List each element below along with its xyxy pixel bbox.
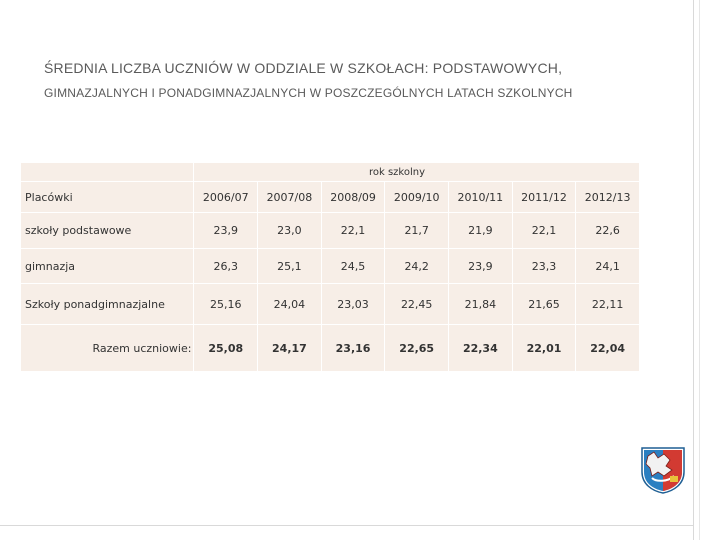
row-header-label: Placówki — [21, 182, 193, 212]
table-row — [21, 284, 639, 324]
table-cell: 21,65 — [513, 284, 576, 324]
coat-of-arms-icon — [640, 446, 686, 494]
total-cell: 23,16 — [322, 325, 385, 371]
table-cell: 22,45 — [385, 284, 448, 324]
year-header: 2006/07 — [194, 182, 257, 212]
year-header: 2010/11 — [449, 182, 512, 212]
table-cell: 22,6 — [576, 213, 639, 248]
year-header: 2009/10 — [385, 182, 448, 212]
total-cell: 22,04 — [576, 325, 639, 371]
slide-title-line-1: ŚREDNIA LICZBA UCZNIÓW W ODDZIALE W SZKOŁACH: PODSTAWOWYCH, — [44, 60, 563, 76]
table-cell: 24,5 — [322, 249, 385, 283]
class-size-table — [20, 162, 640, 372]
table-cell: 21,84 — [449, 284, 512, 324]
total-cell: 22,01 — [513, 325, 576, 371]
slide-title-line-2: GIMNAZJALNYCH I PONADGIMNAZJALNYCH W POSZCZEGÓLNYCH LATACH SZKOLNYCH — [44, 86, 573, 100]
table-cell: 25,16 — [194, 284, 257, 324]
table-corner-cell — [21, 163, 193, 181]
school-year-group-header: rok szkolny — [194, 163, 639, 181]
year-header: 2007/08 — [258, 182, 321, 212]
table-cell: 23,0 — [258, 213, 321, 248]
year-header: 2011/12 — [513, 182, 576, 212]
table-cell: 22,11 — [576, 284, 639, 324]
table-cell: 24,2 — [385, 249, 448, 283]
row-label: szkoły podstawowe — [21, 213, 193, 248]
slide-title — [44, 58, 684, 102]
table-cell: 21,9 — [449, 213, 512, 248]
decorative-rule-vertical-secondary — [699, 0, 700, 540]
table-cell: 24,1 — [576, 249, 639, 283]
total-cell: 25,08 — [194, 325, 257, 371]
total-cell: 24,17 — [258, 325, 321, 371]
table-cell: 23,03 — [322, 284, 385, 324]
table-cell: 24,04 — [258, 284, 321, 324]
table-cell: 21,7 — [385, 213, 448, 248]
table-cell: 22,1 — [322, 213, 385, 248]
table-cell: 23,9 — [449, 249, 512, 283]
total-cell: 22,65 — [385, 325, 448, 371]
year-header: 2008/09 — [322, 182, 385, 212]
year-header: 2012/13 — [576, 182, 639, 212]
table-row — [21, 249, 639, 283]
row-label: gimnazja — [21, 249, 193, 283]
decorative-rule-horizontal — [0, 525, 694, 526]
table-group-header-row — [21, 163, 639, 181]
table-cell: 26,3 — [194, 249, 257, 283]
table-cell: 25,1 — [258, 249, 321, 283]
table-cell: 23,3 — [513, 249, 576, 283]
total-row-label: Razem uczniowie: — [21, 325, 193, 371]
table-total-row — [21, 325, 639, 371]
table-row — [21, 213, 639, 248]
total-cell: 22,34 — [449, 325, 512, 371]
decorative-rule-vertical — [693, 0, 694, 540]
table-cell: 22,1 — [513, 213, 576, 248]
row-label: Szkoły ponadgimnazjalne — [21, 284, 193, 324]
table-cell: 23,9 — [194, 213, 257, 248]
table-header-row — [21, 182, 639, 212]
